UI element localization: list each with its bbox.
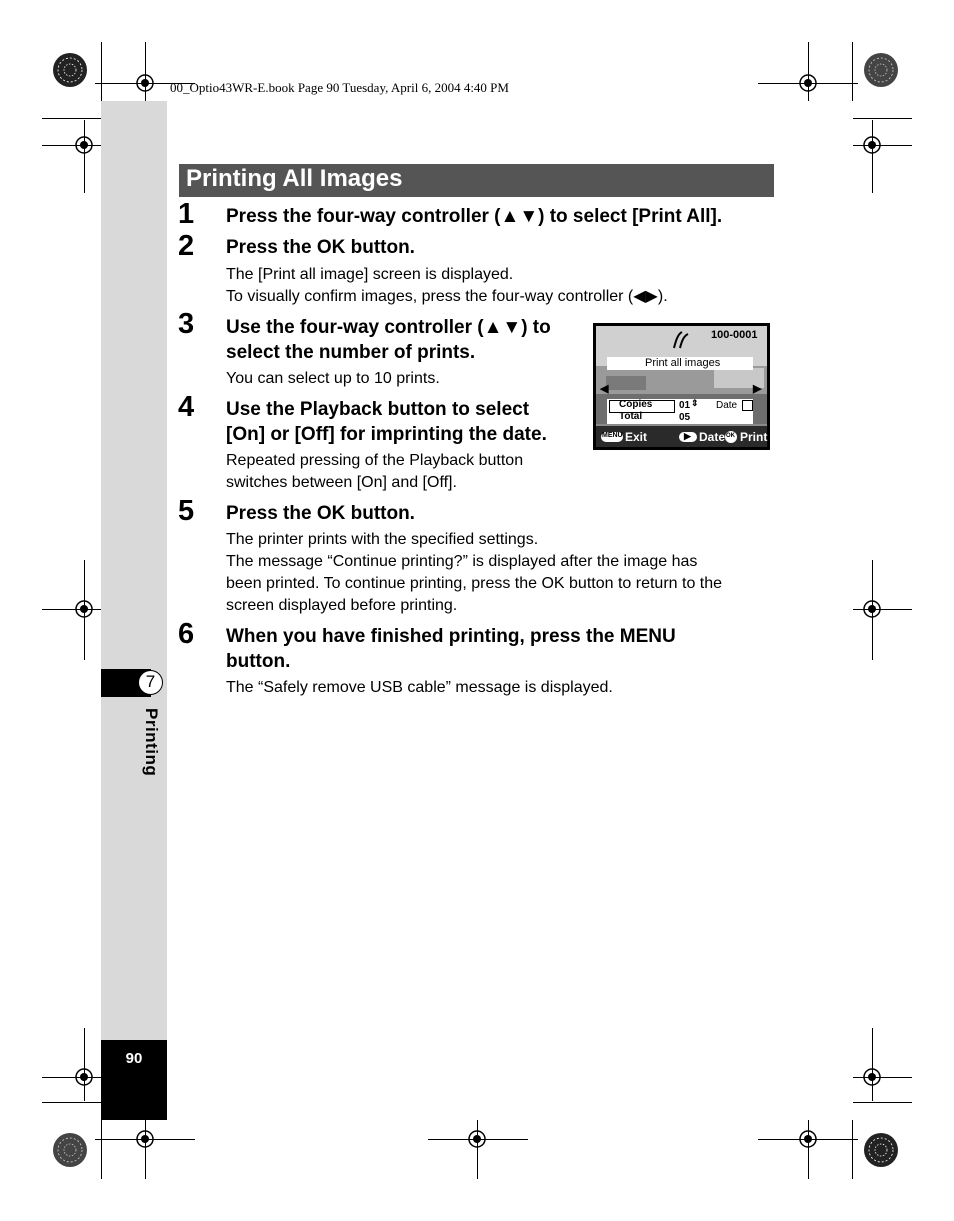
- chapter-number: 7: [138, 670, 163, 695]
- step-heading: [On] or [Off] for imprinting the date.: [226, 424, 547, 445]
- registration-mark-icon: [797, 72, 819, 94]
- registration-mark-icon: [73, 598, 95, 620]
- step-heading: Use the four-way controller (▲▼) to: [226, 317, 551, 338]
- arrow-left-icon: ◀: [600, 383, 609, 395]
- step-heading: Use the Playback button to select: [226, 399, 530, 420]
- step-number: 5: [178, 495, 195, 527]
- file-number: 100-0001: [711, 329, 758, 341]
- date-key-label: Date: [699, 430, 726, 444]
- registration-mark-icon: [134, 1128, 156, 1150]
- step-heading: Press the OK button.: [226, 237, 415, 258]
- color-target-icon: [863, 52, 899, 88]
- registration-mark-icon: [861, 134, 883, 156]
- color-target-icon: [863, 1132, 899, 1168]
- menu-key-label: MENU: [602, 432, 623, 439]
- step-heading: select the number of prints.: [226, 342, 476, 363]
- total-value: 05: [679, 412, 691, 423]
- step-text: been printed. To continue printing, press the OK button to return to the: [226, 575, 723, 592]
- print-pictbridge-icon: [670, 328, 692, 350]
- step-number: 4: [178, 391, 195, 423]
- total-label: Total: [619, 411, 643, 422]
- step-text: The printer prints with the specified settings.: [226, 531, 539, 548]
- step-number: 1: [178, 198, 195, 230]
- step-heading: When you have finished printing, press the MENU: [226, 626, 676, 647]
- arrow-right-icon: ▶: [753, 383, 762, 395]
- step-number: 3: [178, 308, 195, 340]
- color-target-icon: [52, 1132, 88, 1168]
- file-info-header: 00_Optio43WR-E.book Page 90 Tuesday, April 6, 2004 4:40 PM: [170, 80, 509, 95]
- copies-label: Copies: [619, 399, 653, 410]
- up-down-arrow-icon: ⇕: [691, 398, 699, 408]
- registration-mark-icon: [466, 1128, 488, 1150]
- registration-mark-icon: [134, 72, 156, 94]
- date-label: Date: [716, 400, 738, 411]
- step-text: To visually confirm images, press the four-way controller (◀▶).: [226, 288, 668, 305]
- page-title: Printing All Images: [186, 165, 403, 192]
- step-text: switches between [On] and [Off].: [226, 474, 457, 491]
- step-text: Repeated pressing of the Playback button: [226, 452, 524, 469]
- print-label: Print: [740, 430, 768, 444]
- step-number: 6: [178, 618, 195, 650]
- step-heading: Press the OK button.: [226, 503, 415, 524]
- exit-label: Exit: [625, 430, 648, 444]
- step-text: You can select up to 10 prints.: [226, 370, 440, 387]
- step-text: The message “Continue printing?” is displayed after the image has: [226, 553, 698, 570]
- step-heading: button.: [226, 651, 291, 672]
- copies-value: 01: [679, 400, 691, 411]
- date-checkbox: [742, 400, 753, 411]
- step-heading: Press the four-way controller (▲▼) to select [Print All].: [226, 206, 723, 227]
- screen-heading: Print all images: [645, 357, 721, 369]
- side-strip: [101, 101, 167, 1119]
- registration-mark-icon: [797, 1128, 819, 1150]
- registration-mark-icon: [861, 598, 883, 620]
- registration-mark-icon: [73, 134, 95, 156]
- page-number: 90: [125, 1050, 143, 1067]
- step-number: 2: [178, 230, 195, 262]
- step-text: screen displayed before printing.: [226, 597, 458, 614]
- registration-mark-icon: [73, 1066, 95, 1088]
- step-text: The [Print all image] screen is displayed.: [226, 266, 514, 283]
- registration-mark-icon: [861, 1066, 883, 1088]
- chapter-label: Printing: [142, 708, 161, 777]
- ok-key-label: OK: [726, 433, 735, 439]
- color-target-icon: [52, 52, 88, 88]
- step-text: The “Safely remove USB cable” message is displayed.: [226, 679, 613, 696]
- playback-triangle-icon: ▶: [684, 431, 691, 441]
